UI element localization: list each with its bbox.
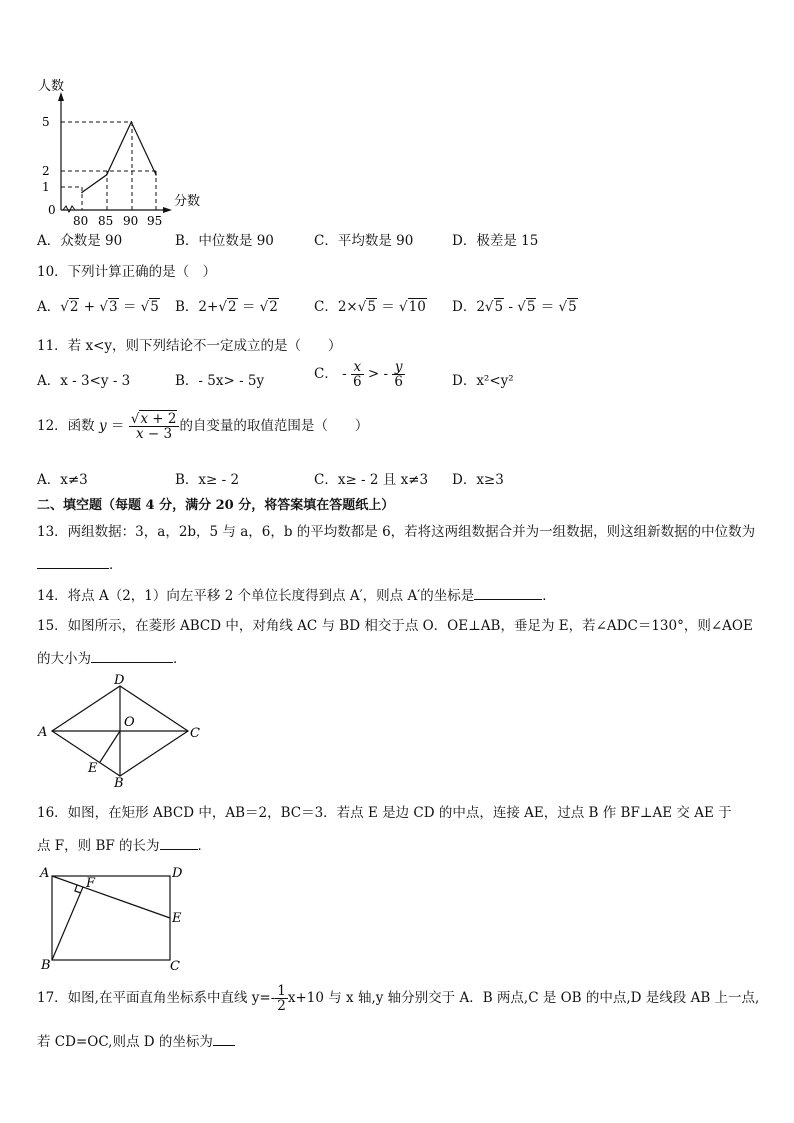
q14-text: 14．将点 A（2，1）向左平移 2 个单位长度得到点 A′，则点 A′的坐标是 ． [37, 588, 556, 604]
q17-line2: 若 CD=OC,则点 D 的坐标为 [37, 1030, 235, 1050]
q11-option-a: A．x - 3<y - 3 [37, 373, 131, 389]
q17-line1: 17．如图,在平面直角坐标系中直线 y=- $\frac{1}{2}$ x+10 与 x 轴,y 轴分别交于 A．B 两点,C 是 OB 的中点,D 是线段 AB 上一点, [37, 983, 760, 1015]
q10-option-b: B．2+√2 ＝ √2 [175, 299, 278, 315]
section-2-title: 二、填空题（每题 4 分，满分 20 分，将答案填在答题纸上） [37, 498, 395, 513]
label-A: A [40, 866, 50, 881]
q11-option-c: C． - $\frac{x}{6}$ > - $\frac{y}{6}$ [314, 359, 403, 391]
q11-option-b: B．- 5x> - 5y [175, 373, 265, 389]
x-tick-95: 95 [147, 214, 163, 228]
label-E: E [172, 911, 182, 926]
q9-data-line [82, 122, 156, 192]
q9-option-d: D．极差是 15 [452, 233, 539, 249]
label-B: B [114, 776, 124, 790]
q10-stem: 10．下列计算正确的是（ ） [37, 264, 217, 280]
q15-line2: 的大小为 ． [37, 651, 187, 667]
q12-option-b: B．x≥ - 2 [175, 472, 240, 488]
q12-stem: 12．函数 y ＝ $\frac{√x + 2}{x - 3}$ 的自变量的取值范围是（ ） [37, 411, 369, 443]
y-tick-2: 2 [42, 164, 50, 178]
q10-option-a: A．√2 + √3 ＝ √5 [37, 299, 159, 315]
q10-option-c: C．2×√5 ＝ √10 [314, 299, 426, 315]
x-tick-85: 85 [98, 214, 114, 228]
q14-answer-blank[interactable] [474, 587, 542, 600]
label-E: E [88, 761, 98, 776]
label-F: F [86, 876, 96, 891]
q9-data-point [81, 192, 83, 194]
q9-data-point [106, 174, 108, 176]
q15-line1: 15．如图所示，在菱形 ABCD 中，对角线 AC 与 BD 相交于点 O．OE⊥AB，垂足为 E，若∠ADC＝130°，则∠AOE [37, 618, 753, 634]
q16-rectangle-figure [32, 860, 192, 975]
q9-option-b: B．中位数是 90 [175, 233, 274, 249]
q17-answer-blank[interactable] [213, 1033, 235, 1046]
y-axis-label: 人数 [38, 79, 65, 94]
label-C: C [170, 959, 180, 974]
x-tick-80: 80 [73, 214, 89, 228]
label-B: B [41, 958, 51, 973]
q10-option-d: D．2√5 - √5 ＝ √5 [452, 299, 577, 315]
q9-data-point [131, 121, 133, 123]
q13-answer-blank[interactable] [37, 556, 109, 569]
q13-line1: 13．两组数据：3，a，2b，5 与 a，6，b 的平均数都是 6，若将这两组数据合并为一组数据，则这组新数据的中位数为 [37, 524, 756, 540]
q16-line2: 点 F，则 BF 的长为 ． [37, 838, 212, 854]
label-O: O [124, 715, 135, 730]
origin-label: 0 [48, 203, 56, 217]
q15-answer-blank[interactable] [91, 650, 173, 663]
q15-rhombus-figure [32, 668, 212, 790]
q9-option-a: A．众数是 90 [37, 233, 123, 249]
q9-frequency-graph [28, 72, 213, 232]
x-tick-90: 90 [123, 214, 139, 228]
q11-stem: 11．若 x<y，则下列结论不一定成立的是（ ） [37, 338, 342, 354]
q12-option-c: C．x≥ - 2 且 x≠3 [314, 472, 429, 488]
label-C: C [190, 726, 200, 741]
q13-line2: ． [37, 553, 123, 573]
q9-data-point [155, 174, 157, 176]
q12-option-a: A．x≠3 [37, 472, 88, 488]
label-D: D [114, 673, 125, 688]
label-D: D [172, 866, 183, 881]
label-A: A [38, 725, 48, 740]
y-tick-1: 1 [42, 180, 50, 194]
q16-answer-blank[interactable] [160, 837, 198, 850]
y-tick-5: 5 [42, 115, 50, 129]
q11-option-d: D．x²<y² [452, 373, 514, 389]
q12-option-d: D．x≥3 [452, 472, 504, 488]
x-axis-label: 分数 [174, 194, 201, 209]
q9-option-c: C．平均数是 90 [314, 233, 414, 249]
q16-line1: 16．如图，在矩形 ABCD 中，AB＝2，BC＝3．若点 E 是边 CD 的中点，连接 AE，过点 B 作 BF⊥AE 交 AE 于 [37, 805, 732, 821]
